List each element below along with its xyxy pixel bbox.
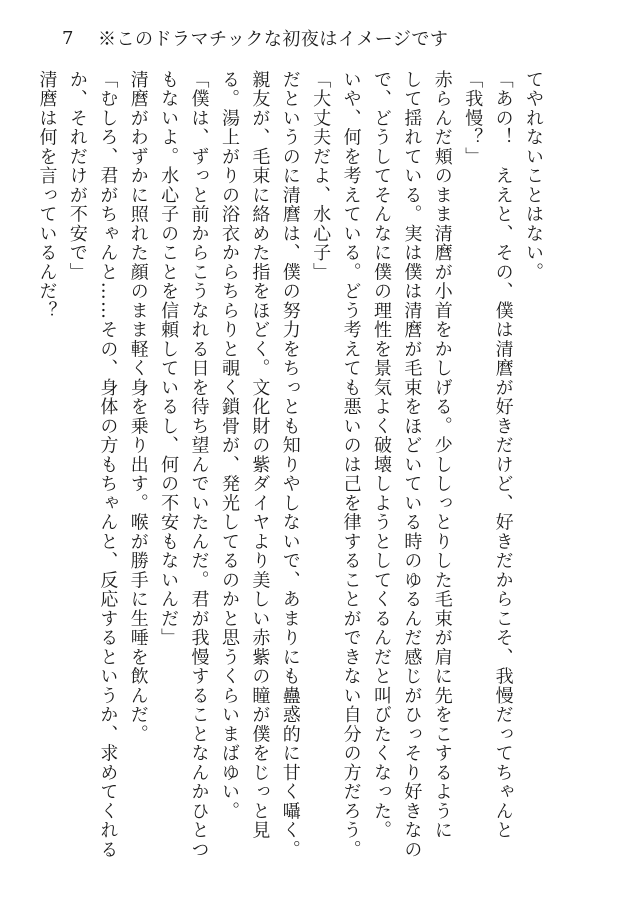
text-line: か、それだけが不安で」: [66, 70, 88, 282]
text-line: 「むしろ、君がちゃんと……その、身体の方もちゃんと、反応するというか、求めてくれる: [97, 70, 119, 860]
text-line: 清麿がわずかに照れた顔のまま軽く身を乗り出す。喉が勝手に生唾を飲んだ。: [127, 70, 149, 744]
text-line: 赤らんだ頬のまま清麿が小首をかしげる。少ししっとりした毛束が肩に先をこするように: [431, 70, 453, 840]
text-line: 「あの！ ええと、その、僕は清麿が好きだけど、好きだからこそ、我慢だってちゃんと: [492, 70, 514, 840]
text-line: 親友が、毛束に絡めた指をほどく。文化財の紫ダイヤより美しい赤紫の瞳が僕をじっと見: [249, 70, 271, 840]
text-line: 清麿は何を言っているんだ？: [36, 70, 58, 321]
text-line: いや、何を考えている。どう考えても悪いのは己を律することができない自分の方だろう。: [340, 70, 362, 860]
page-number: 7: [62, 27, 74, 49]
vertical-body-text: [36, 70, 548, 870]
text-line: だというのに清麿は、僕の努力をちっとも知りやしないで、あまりにも蠱惑的に甘く囁く。: [279, 70, 301, 860]
text-line: る。湯上がりの浴衣からちらりと覗く鎖骨が、発光してるのかと思うくらいまばゆい。: [218, 70, 240, 821]
text-line: もないよ。水心子のことを信頼しているし、何の不安もないんだ」: [158, 70, 180, 648]
text-line: 「僕は、ずっと前からこうなれる日を待ち望んでいたんだ。君が我慢することなんかひとつ: [188, 70, 210, 860]
text-line: で、どうしてそんなに僕の理性を景気よく破壊しようとしてくるんだと叫びたくなった。: [370, 70, 392, 840]
text-line: てやれないことはない。: [523, 70, 544, 282]
text-line: 「我慢？」: [462, 70, 484, 167]
text-line: 「大丈夫だよ、水心子」: [310, 70, 332, 282]
page-header: [62, 26, 448, 50]
text-line: して揺れている。実は僕は清麿が毛束をほどいている時のゆるんだ感じがひっそり好きなの: [401, 70, 423, 860]
chapter-title: ※このドラマチックな初夜はイメージです: [97, 29, 449, 50]
